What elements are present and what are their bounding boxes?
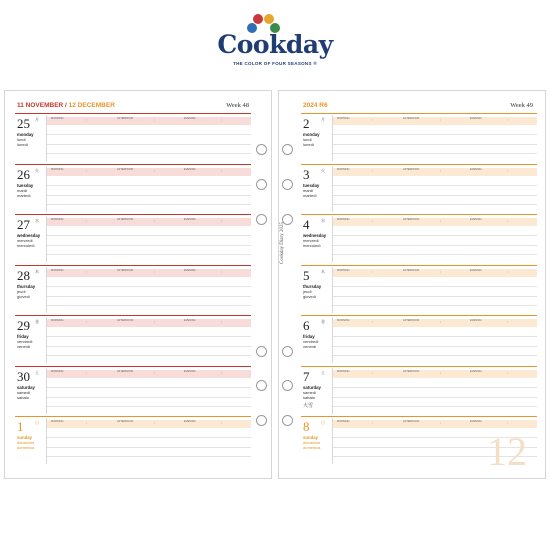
day-name-en: thursday: [303, 283, 322, 289]
day-name-fr: jeudi: [303, 288, 312, 294]
ruled-line: [47, 456, 251, 457]
colon-mark: :: [507, 117, 509, 122]
day-kanji: 水: [35, 218, 39, 223]
day-separator: [15, 366, 251, 367]
binder-hole: [282, 415, 293, 426]
evening-label: EVENING: [184, 218, 196, 221]
afternoon-label: AFTERNOON: [117, 420, 134, 423]
day-number: 30: [17, 368, 30, 384]
morning-label: MORNING: [51, 369, 64, 373]
colon-mark: :: [86, 420, 88, 425]
binder-hole: [256, 380, 267, 391]
colon-mark: :: [86, 369, 88, 375]
day-separator: [15, 315, 251, 316]
morning-label: MORNING: [51, 268, 64, 272]
day-name-it: mercoledì: [17, 243, 35, 248]
day-name-it: giovedì: [303, 293, 316, 299]
day-name-fr: vendredi: [17, 339, 33, 344]
ruled-line: [333, 296, 537, 297]
day-kanji: 月: [35, 117, 39, 122]
day-kanji: 土: [35, 369, 39, 375]
day-row: [291, 216, 550, 264]
day-kanji: 火: [321, 167, 325, 173]
colon-mark: :: [221, 319, 223, 324]
brand-logo: Cookday: [217, 30, 333, 59]
colon-mark: :: [372, 218, 374, 223]
colon-mark: :: [221, 369, 223, 375]
colon-mark: :: [154, 420, 156, 425]
binder-hole: [256, 144, 267, 155]
afternoon-label: AFTERNOON: [403, 268, 420, 272]
day-row: [291, 317, 550, 365]
day-name-it: mercoledì: [303, 243, 321, 248]
afternoon-label: AFTERNOON: [117, 369, 134, 373]
day-separator: [301, 366, 537, 367]
colon-mark: :: [154, 167, 156, 173]
week-number-left: Week 48: [226, 102, 249, 109]
evening-label: EVENING: [184, 369, 196, 373]
day-writing-area[interactable]: [332, 166, 537, 212]
colon-mark: :: [154, 319, 156, 324]
day-name-fr: mardi: [303, 187, 314, 193]
ruled-line: [333, 346, 537, 347]
ruled-line: [333, 144, 537, 145]
colon-mark: :: [440, 218, 442, 223]
colon-mark: :: [154, 218, 156, 223]
binder-hole: [282, 346, 293, 357]
day-name-fr: mercredi: [303, 238, 319, 243]
day-separator: [301, 265, 537, 266]
afternoon-label: AFTERNOON: [117, 117, 134, 120]
day-writing-area[interactable]: [46, 216, 251, 262]
day-name-en: sunday: [303, 435, 319, 440]
ruled-line: [47, 447, 251, 448]
evening-label: EVENING: [184, 268, 196, 272]
ruled-line: [333, 153, 537, 154]
day-writing-area[interactable]: [46, 317, 251, 363]
morning-label: MORNING: [337, 117, 350, 120]
day-writing-area[interactable]: [46, 115, 251, 161]
day-name-it: venerdì: [303, 344, 317, 349]
afternoon-label: AFTERNOON: [117, 167, 134, 171]
ruled-line: [333, 204, 537, 205]
day-row: [291, 166, 550, 214]
day-separator: [301, 315, 537, 316]
colon-mark: :: [440, 319, 442, 324]
morning-label: MORNING: [337, 218, 350, 221]
day-number: 4: [303, 217, 310, 232]
day-name-fr: samedi: [17, 389, 30, 395]
day-separator: [15, 416, 251, 417]
evening-label: EVENING: [470, 369, 482, 373]
afternoon-label: AFTERNOON: [403, 369, 420, 373]
day-name-fr: dimanche: [303, 440, 321, 445]
day-name-en: monday: [303, 132, 320, 137]
day-name-it: martedì: [17, 192, 31, 198]
day-row: [291, 267, 550, 315]
colon-mark: :: [440, 268, 442, 274]
ruled-line: [47, 397, 251, 398]
day-row: [5, 267, 271, 315]
month-december: 12 DECEMBER: [68, 102, 115, 109]
day-writing-area[interactable]: [46, 368, 251, 414]
morning-label: MORNING: [51, 420, 64, 423]
colon-mark: :: [86, 167, 88, 173]
ruled-line: [47, 437, 251, 438]
day-row: [5, 418, 271, 466]
evening-label: EVENING: [470, 117, 482, 120]
binder-hole: [256, 346, 267, 357]
day-name-fr: lundi: [17, 137, 26, 142]
day-name-en: friday: [303, 334, 315, 339]
colon-mark: :: [507, 268, 509, 274]
day-name-en: friday: [17, 334, 29, 339]
day-name-fr: lundi: [303, 137, 312, 142]
day-name-en: tuesday: [303, 182, 320, 188]
day-number: 28: [17, 267, 30, 283]
colon-mark: :: [86, 319, 88, 324]
day-name-en: tuesday: [17, 182, 34, 188]
colon-mark: :: [372, 268, 374, 274]
colon-mark: :: [372, 117, 374, 122]
colon-mark: :: [372, 369, 374, 375]
afternoon-label: AFTERNOON: [403, 117, 420, 120]
left-page: [4, 90, 272, 479]
day-name-it: domenica: [303, 445, 321, 450]
day-number: 8: [303, 419, 310, 434]
evening-label: EVENING: [184, 117, 196, 120]
day-number: 6: [303, 318, 310, 333]
ruled-line: [333, 134, 537, 135]
binder-hole: [256, 214, 267, 225]
evening-label: EVENING: [470, 167, 482, 171]
day-name-fr: jeudi: [17, 288, 26, 294]
brand-tagline: THE COLOR OF FOUR SEASONS ®: [233, 61, 317, 66]
colon-mark: :: [154, 268, 156, 274]
day-number: 29: [17, 318, 30, 333]
colon-mark: :: [440, 369, 442, 375]
evening-label: EVENING: [470, 319, 482, 322]
ruled-line: [333, 387, 537, 388]
ruled-line: [47, 195, 251, 196]
colon-mark: :: [372, 319, 374, 324]
day-kanji: 火: [35, 167, 39, 173]
day-row: [5, 216, 271, 264]
day-number: 26: [17, 166, 30, 182]
ruled-line: [47, 355, 251, 356]
ruled-line: [47, 387, 251, 388]
afternoon-label: AFTERNOON: [403, 167, 420, 171]
colon-mark: :: [221, 420, 223, 425]
ruled-line: [333, 254, 537, 255]
day-separator: [15, 113, 251, 114]
day-number: 5: [303, 267, 310, 283]
ruled-line: [47, 144, 251, 145]
day-name-it: venerdì: [17, 344, 31, 349]
day-name-en: wednesday: [303, 233, 327, 238]
colon-mark: :: [86, 218, 88, 223]
colon-mark: :: [440, 117, 442, 122]
ruled-line: [47, 185, 251, 186]
binder-hole: [256, 415, 267, 426]
day-separator: [15, 214, 251, 215]
week-number-right: Week 49: [510, 102, 533, 109]
day-row: [291, 368, 550, 416]
day-name-it: martedì: [303, 192, 317, 198]
day-name-it: sabato: [303, 394, 316, 400]
colon-mark: :: [221, 167, 223, 173]
day-kanji: 木: [321, 268, 325, 274]
day-separator: [301, 416, 537, 417]
day-kanji: 金: [35, 319, 39, 324]
evening-label: EVENING: [184, 319, 196, 322]
day-separator: [15, 265, 251, 266]
ruled-line: [47, 346, 251, 347]
day-name-en: saturday: [17, 384, 35, 390]
day-separator: [15, 164, 251, 165]
day-name-en: wednesday: [17, 233, 41, 238]
colon-mark: :: [372, 420, 374, 425]
day-row: [5, 115, 271, 163]
ruled-line: [333, 235, 537, 236]
diary-vertical-label: Cookday Diary 2025: [280, 222, 285, 264]
ruled-line: [333, 305, 537, 306]
colon-mark: :: [221, 268, 223, 274]
ruled-line: [333, 195, 537, 196]
day-row: [291, 115, 550, 163]
day-writing-area[interactable]: [46, 418, 251, 464]
ruled-line: [47, 235, 251, 236]
day-kanji: 日: [321, 420, 325, 425]
binder-hole: [282, 144, 293, 155]
colon-mark: :: [154, 117, 156, 122]
colon-mark: :: [86, 117, 88, 122]
day-name-en: monday: [17, 132, 34, 137]
morning-label: MORNING: [337, 420, 350, 423]
morning-label: MORNING: [51, 218, 64, 221]
binder-hole: [282, 380, 293, 391]
morning-label: MORNING: [337, 369, 350, 373]
header-slash: /: [63, 102, 69, 109]
morning-label: MORNING: [51, 167, 64, 171]
ruled-line: [47, 254, 251, 255]
colon-mark: :: [154, 369, 156, 375]
day-kanji: 月: [321, 117, 325, 122]
day-row: [5, 317, 271, 365]
ruled-line: [47, 286, 251, 287]
ruled-line: [47, 204, 251, 205]
day-name-en: thursday: [17, 283, 36, 289]
ruled-line: [333, 185, 537, 186]
colon-mark: :: [440, 167, 442, 173]
morning-label: MORNING: [337, 319, 350, 322]
day-name-it: domenica: [17, 445, 35, 450]
day-writing-area[interactable]: [332, 368, 537, 414]
ruled-line: [47, 406, 251, 407]
colon-mark: :: [221, 218, 223, 223]
evening-label: EVENING: [470, 218, 482, 221]
ruled-line: [47, 305, 251, 306]
day-row: [5, 368, 271, 416]
evening-label: EVENING: [470, 420, 482, 423]
afternoon-label: AFTERNOON: [117, 319, 134, 322]
right-page-header: 2024 R6: [303, 102, 328, 109]
ruled-line: [47, 153, 251, 154]
ruled-line: [47, 245, 251, 246]
ruled-line: [333, 245, 537, 246]
day-name-fr: samedi: [303, 389, 316, 395]
ruled-line: [333, 406, 537, 407]
day-name-en: saturday: [303, 384, 321, 390]
evening-label: EVENING: [470, 268, 482, 272]
day-row: [5, 166, 271, 214]
day-name-it: sabato: [17, 394, 30, 400]
morning-label: MORNING: [51, 319, 64, 322]
morning-label: MORNING: [337, 268, 350, 272]
day-writing-area[interactable]: [332, 317, 537, 363]
ruled-line: [333, 336, 537, 337]
day-writing-area[interactable]: [46, 267, 251, 313]
colon-mark: :: [221, 117, 223, 122]
ruled-line: [47, 296, 251, 297]
morning-label: MORNING: [51, 117, 64, 120]
afternoon-label: AFTERNOON: [117, 218, 134, 221]
day-name-it: lunedì: [17, 142, 28, 147]
month-november: 11 NOVEMBER: [17, 102, 64, 109]
ruled-line: [47, 134, 251, 135]
colon-mark: :: [507, 218, 509, 223]
day-name-it: lunedì: [303, 142, 314, 147]
colon-mark: :: [507, 420, 509, 425]
colon-mark: :: [507, 369, 509, 375]
day-kanji: 金: [321, 319, 325, 324]
day-number: 7: [303, 368, 310, 384]
day-separator: [301, 164, 537, 165]
binder-hole: [282, 179, 293, 190]
afternoon-label: AFTERNOON: [403, 218, 420, 221]
afternoon-label: AFTERNOON: [403, 319, 420, 322]
day-name-it: giovedì: [17, 293, 30, 299]
left-page-header: [17, 102, 115, 109]
solar-term-label: 大雪: [303, 403, 314, 409]
colon-mark: :: [507, 319, 509, 324]
day-writing-area[interactable]: [332, 216, 537, 262]
afternoon-label: AFTERNOON: [117, 268, 134, 272]
day-kanji: 土: [321, 369, 325, 375]
day-number: 3: [303, 166, 310, 182]
logo-dot-red: [253, 14, 263, 24]
day-writing-area[interactable]: [332, 267, 537, 313]
day-kanji: 水: [321, 218, 325, 223]
day-kanji: 木: [35, 268, 39, 274]
ruled-line: [47, 336, 251, 337]
day-number: 2: [303, 116, 310, 131]
day-number: 1: [17, 419, 24, 434]
binder-hole: [256, 179, 267, 190]
colon-mark: :: [372, 167, 374, 173]
morning-label: MORNING: [337, 167, 350, 171]
day-kanji: 日: [35, 420, 39, 425]
evening-label: EVENING: [184, 420, 196, 423]
ruled-line: [333, 355, 537, 356]
day-name-fr: mercredi: [17, 238, 33, 243]
day-name-fr: dimanche: [17, 440, 35, 445]
day-number: 27: [17, 217, 30, 232]
ruled-line: [333, 397, 537, 398]
right-page: [278, 90, 546, 479]
big-month-number: 12: [487, 429, 527, 474]
day-number: 25: [17, 116, 30, 131]
ruled-line: [333, 286, 537, 287]
day-name-fr: vendredi: [303, 339, 319, 344]
day-separator: [301, 113, 537, 114]
afternoon-label: AFTERNOON: [403, 420, 420, 423]
day-separator: [301, 214, 537, 215]
evening-label: EVENING: [184, 167, 196, 171]
colon-mark: :: [440, 420, 442, 425]
day-writing-area[interactable]: [46, 166, 251, 212]
day-name-fr: mardi: [17, 187, 28, 193]
colon-mark: :: [86, 268, 88, 274]
colon-mark: :: [507, 167, 509, 173]
day-writing-area[interactable]: [332, 115, 537, 161]
day-name-en: sunday: [17, 435, 33, 440]
